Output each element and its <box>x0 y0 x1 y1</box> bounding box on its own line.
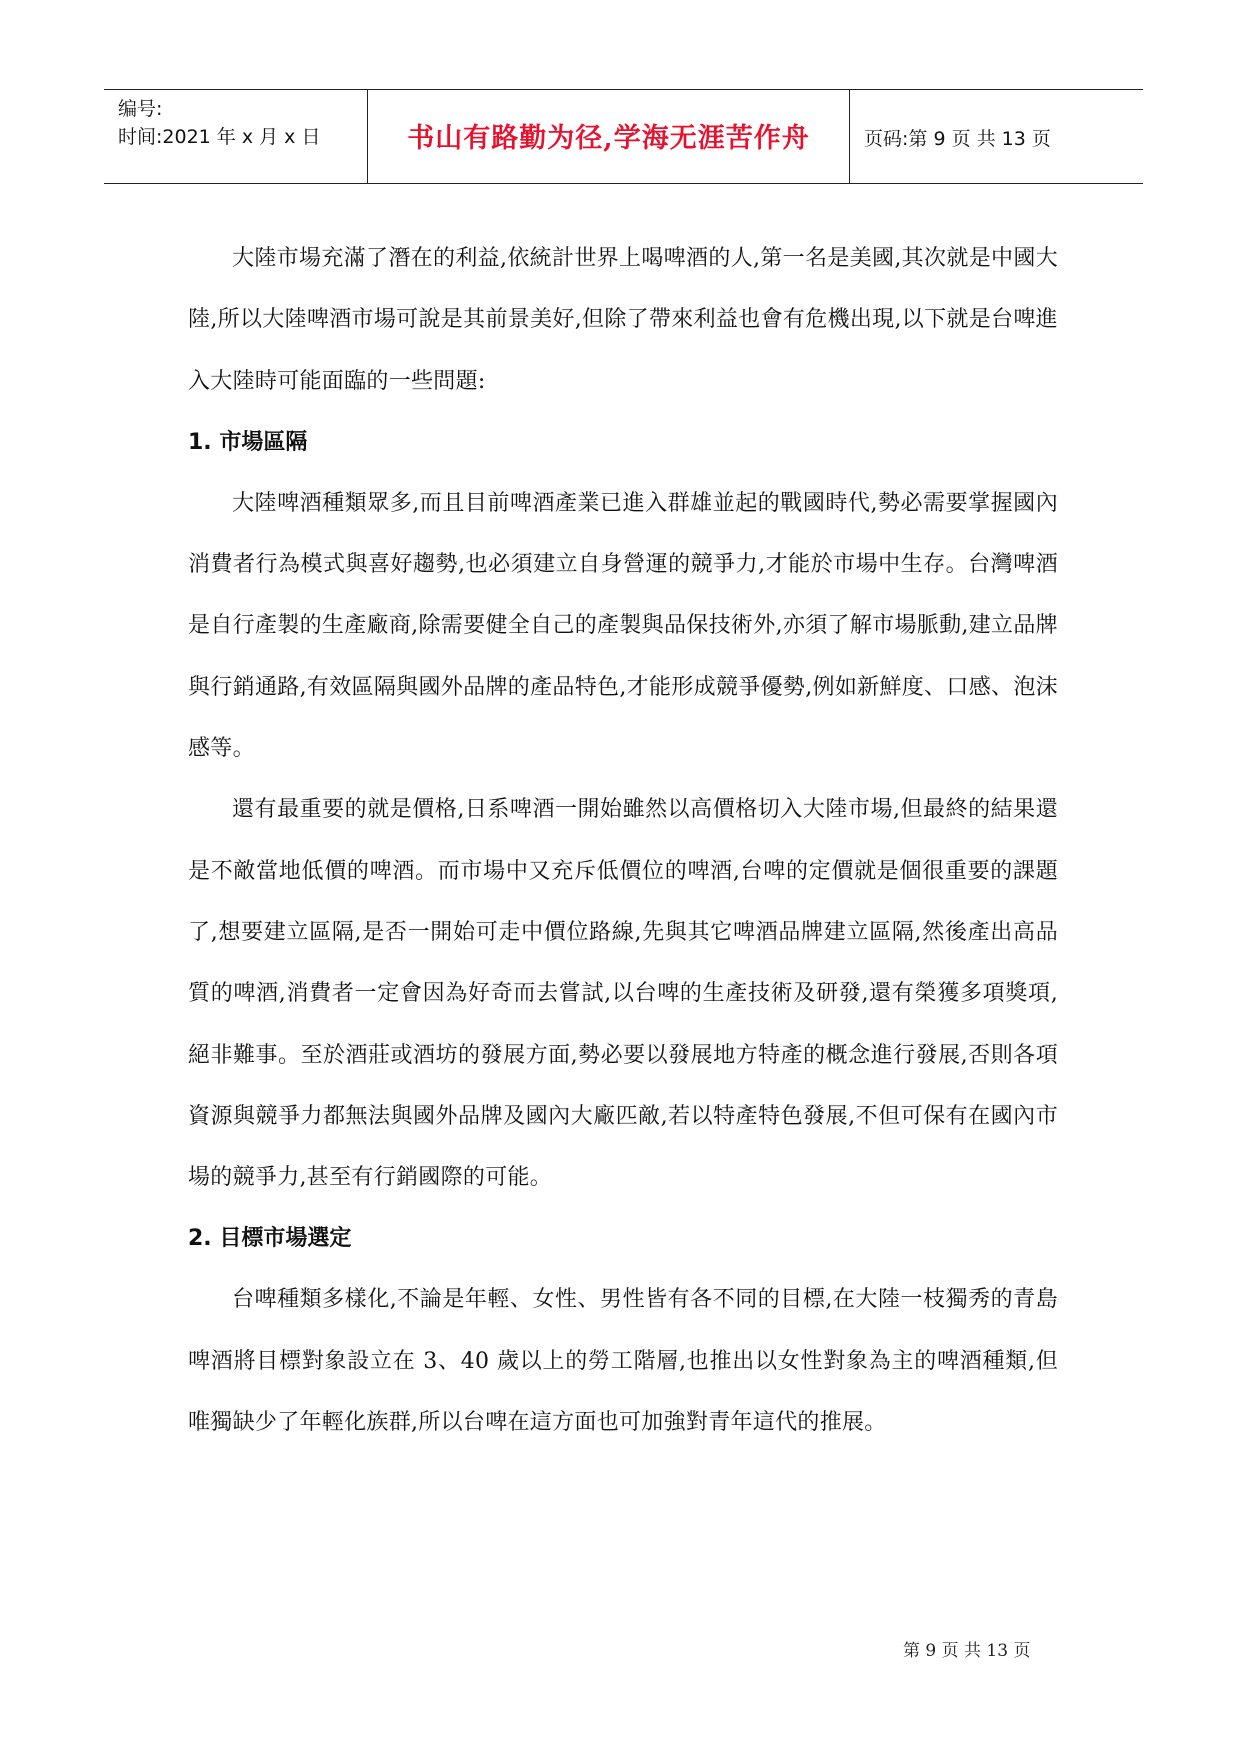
document-body <box>188 228 1058 1453</box>
section-title-market-segmentation: 1. 市場區隔 <box>188 429 308 455</box>
header-motto: 书山有路勤为径,学海无涯苦作舟 <box>407 123 810 154</box>
intro-paragraph-block <box>188 228 1058 412</box>
header-page-cell <box>850 90 1143 183</box>
document-time-label: 时间:2021 年 x 月 x 日 <box>118 126 321 148</box>
section-2-paragraph-1: 台啤種類多樣化,不論是年輕、女性、男性皆有各不同的目標,在大陸一枝獨秀的青島啤酒將目標對象設立在 3、40 歲以上的勞工階層,也推出以女性對象為主的啤酒種類,但唯獨缺少了年輕化族群,所以台啤在這方面也可加強對青年這代的推展。 <box>188 1287 1058 1436</box>
header-meta-cell <box>104 90 367 183</box>
section-title-target-market: 2. 目標市場選定 <box>188 1226 352 1252</box>
intro-paragraph: 大陸市場充滿了潛在的利益,依統計世界上喝啤酒的人,第一名是美國,其次就是中國大陸,所以大陸啤酒市場可說是其前景美好,但除了帶來利益也會有危機出現,以下就是台啤進入大陸時可能面臨的一些問題: <box>188 246 1058 394</box>
document-number-label: 编号: <box>118 98 163 120</box>
section-2-body <box>188 1269 1058 1453</box>
document-header <box>104 89 1143 184</box>
header-page-number: 页码:第 9 页 共 13 页 <box>864 128 1051 150</box>
section-1-paragraph-2: 還有最重要的就是價格,日系啤酒一開始雖然以高價格切入大陸市場,但最終的結果還是不敵當地低價的啤酒。而市場中又充斥低價位的啤酒,台啤的定價就是個很重要的課題了,想要建立區隔,是否一開始可走中價位路線,先與其它啤酒品牌建立區隔,然後產出高品質的啤酒,消費者一定會因為好奇而去嘗試,以台啤的生產技術及研發,還有榮獲多項獎項,絕非難事。至於酒莊或酒坊的發展方面,勢必要以發展地方特產的概念進行發展,否則各項資源與競爭力都無法與國外品牌及國內大廠匹敵,若以特產特色發展,不但可保有在國內市場的競爭力,甚至有行銷國際的可能。 <box>188 797 1058 1191</box>
page-footer-number: 第 9 页 共 13 页 <box>903 1641 1031 1661</box>
section-1-body <box>188 473 1058 1209</box>
section-1-paragraph-1: 大陸啤酒種類眾多,而且目前啤酒產業已進入群雄並起的戰國時代,勢必需要掌握國內消費者行為模式與喜好趨勢,也必須建立自身營運的競爭力,才能於市場中生存。台灣啤酒是自行產製的生產廠商,除需要健全自己的產製與品保技術外,亦須了解市場脈動,建立品牌與行銷通路,有效區隔與國外品牌的產品特色,才能形成競爭優勢,例如新鮮度、口感、泡沫感等。 <box>188 490 1058 762</box>
header-motto-cell <box>367 90 850 183</box>
